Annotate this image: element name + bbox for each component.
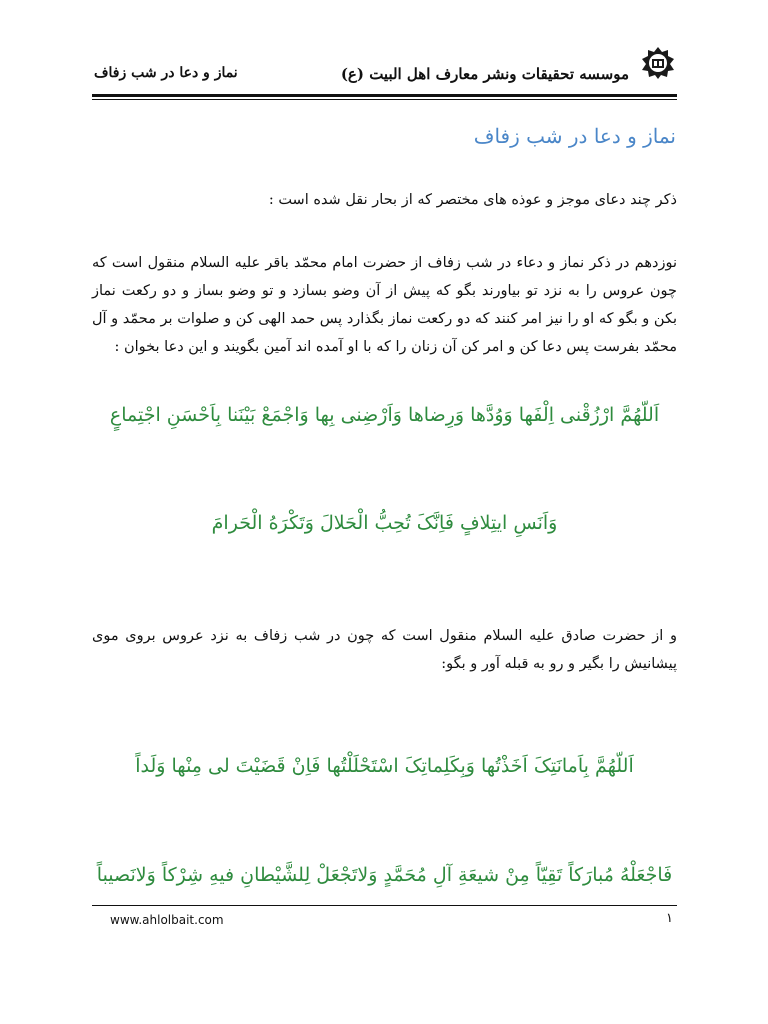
- header-organization: موسسه تحقیقات ونشر معارف اهل البیت (ع): [340, 65, 629, 83]
- section-title: نماز و دعا در شب زفاف: [473, 124, 676, 148]
- header-divider: [92, 94, 677, 97]
- footer-website-link[interactable]: www.ahlolbait.com: [110, 913, 224, 927]
- header-document-title: نماز و دعا در شب زفاف: [94, 65, 238, 81]
- dua-line: اَللّهُمَّ بِاَمانَتِکَ اَخَذْتُها وَبِکَلِماتِکَ اسْتَحْلَلْتُها فَاِنْ قَضَیْتَ لی مِنْها وَلَداً: [135, 755, 634, 777]
- page-header: [92, 40, 677, 102]
- header-divider-thin: [92, 99, 677, 100]
- dua-line: اَللّهُمَّ ارْزُقْنی اِلْفَها وَوُدَّها وَرِضاها وَاَرْضِنی بِها وَاجْمَعْ بَیْنَنا بِاَحْسَنِ اجْتِماعٍ: [109, 404, 660, 426]
- instruction-paragraph: نوزدهم در ذکر نماز و دعاء در شب زفاف از حضرت امام محمّد باقر علیه السلام منقول است که چون عروس را به نزد تو بیاورند بگو که پیش از آن وضو بسازد و تو وضو بساز و دو رکعت نماز بکن و بگو که او را نیز امر کنند که دو رکعت نماز بگذارد پس حمد الهی کن و صلوات بر محمّد و آل محمّد بفرست پس دعا کن و امر کن آن زنان را که با او آمده اند آمین بگویند و این دعا بخوان :: [92, 255, 677, 355]
- dua-line: وَاَنَسِ ایتِلافٍ فَاِنَّکَ تُحِبُّ الْحَلالَ وَتَکْرَهُ الْحَرامَ: [211, 512, 558, 534]
- institute-emblem-icon: [641, 46, 675, 80]
- intro-paragraph: ذکر چند دعای موجز و عوذه های مختصر که از بحار نقل شده است :: [268, 192, 677, 208]
- dua-line: فَاجْعَلْهُ مُبارَکاً تَقِیّاً مِنْ شیعَةِ آلِ مُحَمَّدٍ وَلاتَجْعَلْ لِلشَّیْطانِ فیهِ شِرْکاً وَلانَصیباً: [96, 864, 673, 886]
- page-number: ۱: [666, 911, 673, 926]
- instruction-paragraph: و از حضرت صادق علیه السلام منقول است که چون در شب زفاف به نزد عروس بروی موی پیشانیش را بگیر و رو به قبله آور و بگو:: [92, 628, 677, 672]
- footer-divider: [92, 905, 677, 906]
